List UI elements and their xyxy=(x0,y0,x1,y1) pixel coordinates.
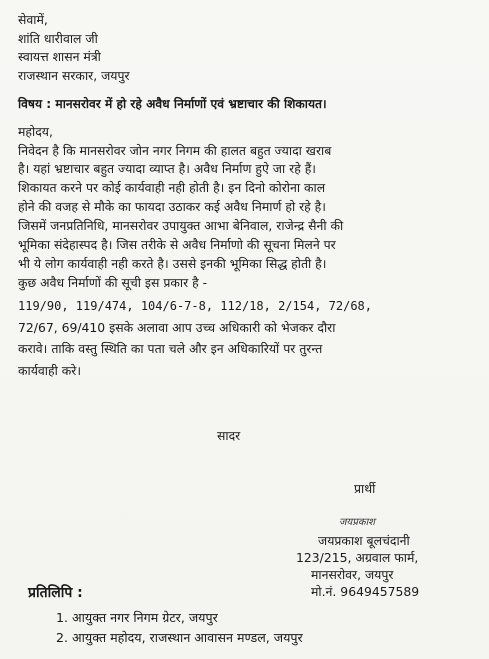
sender-mobile: मो.नं. 9649457589 xyxy=(311,584,420,599)
body-line-6: भूमिका संदेहास्पद है। जिस तरीके से अवैध निर्माणो की सूचना मिलने पर xyxy=(18,237,336,252)
copy-item-1: 1. आयुक्त नगर निगम ग्रेटर, जयपुर xyxy=(56,610,218,625)
body-line-5: जिसमें जनप्रतिनिधि, मानसरोवर उपायुक्त आभा बेनिवाल, राजेन्द्र सैनी की xyxy=(18,218,344,233)
sender-address-2: मानसरोवर, जयपुर xyxy=(311,567,394,582)
body-line-8: कुछ अवैध निर्माणों की सूची इस प्रकार है - xyxy=(18,275,208,290)
body-line-10: 72/67, 69/410 इसके अलावा आप उच्च अधिकारी को भेजकर दौरा xyxy=(18,320,336,335)
body-line-3: शिकायत करने पर कोई कार्यवाही नही होती है। इन दिनो कोरोना काल xyxy=(18,180,326,195)
signoff: प्रार्थी xyxy=(354,481,376,496)
sender-address-1: 123/215, अग्रवाल फार्म, xyxy=(296,550,419,565)
signature: जयप्रकाश xyxy=(339,517,375,528)
body-line-11: करावे। ताकि वस्तु स्थिति का पता चले और इन अधिकारियों पर तुरन्त xyxy=(18,341,323,356)
copy-title: प्रतिलिपि : xyxy=(28,585,83,601)
address-line-2: शांति धारीवाल जी xyxy=(18,31,98,46)
address-line-3: स्वायत्त शासन मंत्री xyxy=(18,49,101,64)
address-line-4: राजस्थान सरकार, जयपुर xyxy=(18,68,130,83)
subject-line: विषय : मानसरोवर में हो रहे अवैध निर्माणों एवं भ्रष्टाचार की शिकायत। xyxy=(18,97,327,111)
body-line-2: है। यहां भ्रष्टाचार बहुत ज्यादा व्याप्त है। अवैध निर्माण हुऐ जा रहे हैं। xyxy=(18,161,316,176)
copy-item-2: 2. आयुक्त महोदय, राजस्थान आवासन मण्डल, जयपुर xyxy=(56,630,303,645)
body-line-1: निवेदन है कि मानसरोवर जोन नगर निगम की हालत बहुत ज्यादा खराब xyxy=(18,143,332,158)
salutation: महोदय, xyxy=(18,124,53,139)
sender-name: जयप्रकाश बूलचंदानी xyxy=(318,533,410,548)
address-line-1: सेवामें, xyxy=(18,12,48,27)
closing: सादर xyxy=(217,428,241,443)
body-line-4: होने की वजह से मौके का फायदा उठाकर कई अवैध निमार्ण हो रहे है। xyxy=(18,199,326,214)
body-line-12: कार्यवाही करे। xyxy=(18,363,82,378)
body-line-9: 119/90, 119/474, 104/6-7-8, 112/18, 2/154, 72/68, xyxy=(18,299,373,313)
body-line-7: भी ये लोग कार्यवाही नही करते है। उससे इनकी भूमिका सिद्ध होती है। xyxy=(18,256,327,271)
